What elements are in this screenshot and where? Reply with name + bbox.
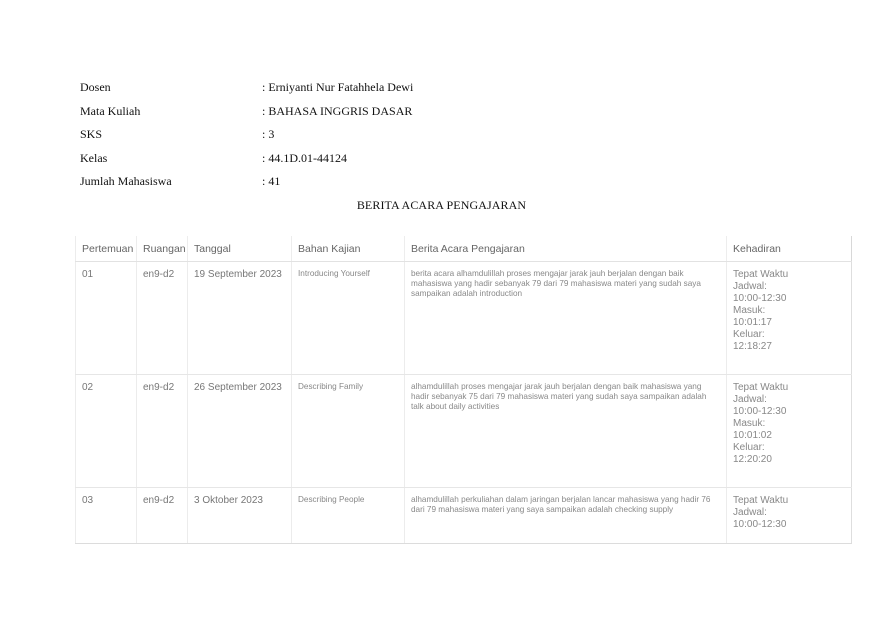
cell-pertemuan: 01: [76, 262, 137, 375]
meta-value: : 41: [262, 174, 281, 188]
teaching-log-table: [75, 236, 851, 544]
table-row: [76, 375, 852, 488]
table-row: [76, 262, 852, 375]
kehadiran-line: Masuk:: [733, 418, 766, 429]
meta-value: : BAHASA INGGRIS DASAR: [262, 103, 413, 118]
meta-row-dosen: [80, 78, 600, 102]
cell-bahan-kajian: Describing People: [292, 488, 405, 544]
cell-ruangan: en9-d2: [137, 488, 188, 544]
kehadiran-line: Jadwal:: [733, 507, 767, 518]
kehadiran-line: Jadwal:: [733, 394, 767, 405]
header-pertemuan: Pertemuan: [76, 236, 137, 262]
table: [75, 236, 852, 544]
kehadiran-line: Tepat Waktu: [733, 382, 789, 393]
kehadiran-line: Keluar:: [733, 329, 765, 340]
header-kehadiran: Kehadiran: [727, 236, 852, 262]
meta-value: : Erniyanti Nur Fatahhela Dewi: [262, 80, 414, 94]
header-berita-acara: Berita Acara Pengajaran: [405, 236, 727, 262]
cell-tanggal: 26 September 2023: [188, 375, 292, 488]
cell-ruangan: en9-d2: [137, 262, 188, 375]
cell-kehadiran: [727, 375, 852, 488]
cell-berita-acara: alhamdulillah perkuliahan dalam jaringan berjalan lancar mahasiswa yang hadir 76 dari 79 mahasiswa materi yang saya sampaikan adalah checking supply: [405, 488, 727, 544]
course-info: [80, 78, 600, 196]
cell-kehadiran: [727, 488, 852, 544]
cell-berita-acara: alhamdulillah proses mengajar jarak jauh berjalan dengan baik mahasiswa yang hadir sebanyak 75 dari 79 mahasiswa materi yang sudah saya sampaikan adalah talk about daily activities: [405, 375, 727, 488]
table-row: [76, 488, 852, 544]
meta-row-mata-kuliah: [80, 102, 600, 126]
cell-pertemuan: 02: [76, 375, 137, 488]
kehadiran-line: 12:18:27: [733, 341, 772, 352]
header-tanggal: Tanggal: [188, 236, 292, 262]
meta-label: Dosen: [80, 80, 111, 94]
cell-ruangan: en9-d2: [137, 375, 188, 488]
cell-tanggal: 3 Oktober 2023: [188, 488, 292, 544]
kehadiran-line: Jadwal:: [733, 281, 767, 292]
meta-row-jumlah-mahasiswa: [80, 172, 600, 196]
header-ruangan: Ruangan: [137, 236, 188, 262]
meta-label: SKS: [80, 127, 103, 141]
kehadiran-line: 10:00-12:30: [733, 406, 787, 417]
kehadiran-line: Keluar:: [733, 442, 765, 453]
meta-value: : 3: [262, 127, 275, 141]
cell-bahan-kajian: Describing Family: [292, 375, 405, 488]
kehadiran-line: Tepat Waktu: [733, 269, 789, 280]
meta-row-sks: [80, 125, 600, 149]
cell-bahan-kajian: Introducing Yourself: [292, 262, 405, 375]
kehadiran-line: Masuk:: [733, 305, 766, 316]
kehadiran-line: 10:00-12:30: [733, 293, 787, 304]
cell-tanggal: 19 September 2023: [188, 262, 292, 375]
kehadiran-line: 10:01:02: [733, 430, 772, 441]
meta-label: Mata Kuliah: [80, 103, 141, 118]
kehadiran-line: Tepat Waktu: [733, 495, 789, 506]
table-header-row: [76, 236, 852, 262]
kehadiran-line: 12:20:20: [733, 454, 772, 465]
meta-row-kelas: [80, 149, 600, 173]
header-bahan-kajian: Bahan Kajian: [292, 236, 405, 262]
cell-kehadiran: [727, 262, 852, 375]
meta-label: Jumlah Mahasiswa: [80, 174, 172, 188]
cell-pertemuan: 03: [76, 488, 137, 544]
meta-label: Kelas: [80, 150, 108, 165]
cell-berita-acara: berita acara alhamdulillah proses mengajar jarak jauh berjalan dengan baik mahasiswa yang hadir sebanyak 79 dari 79 mahasiswa materi yang sudah saya sampaikan adalah introduction: [405, 262, 727, 375]
kehadiran-line: 10:01:17: [733, 317, 772, 328]
kehadiran-line: 10:00-12:30: [733, 519, 787, 530]
meta-value: : 44.1D.01-44124: [262, 150, 347, 165]
document-title: BERITA ACARA PENGAJARAN: [356, 198, 527, 212]
